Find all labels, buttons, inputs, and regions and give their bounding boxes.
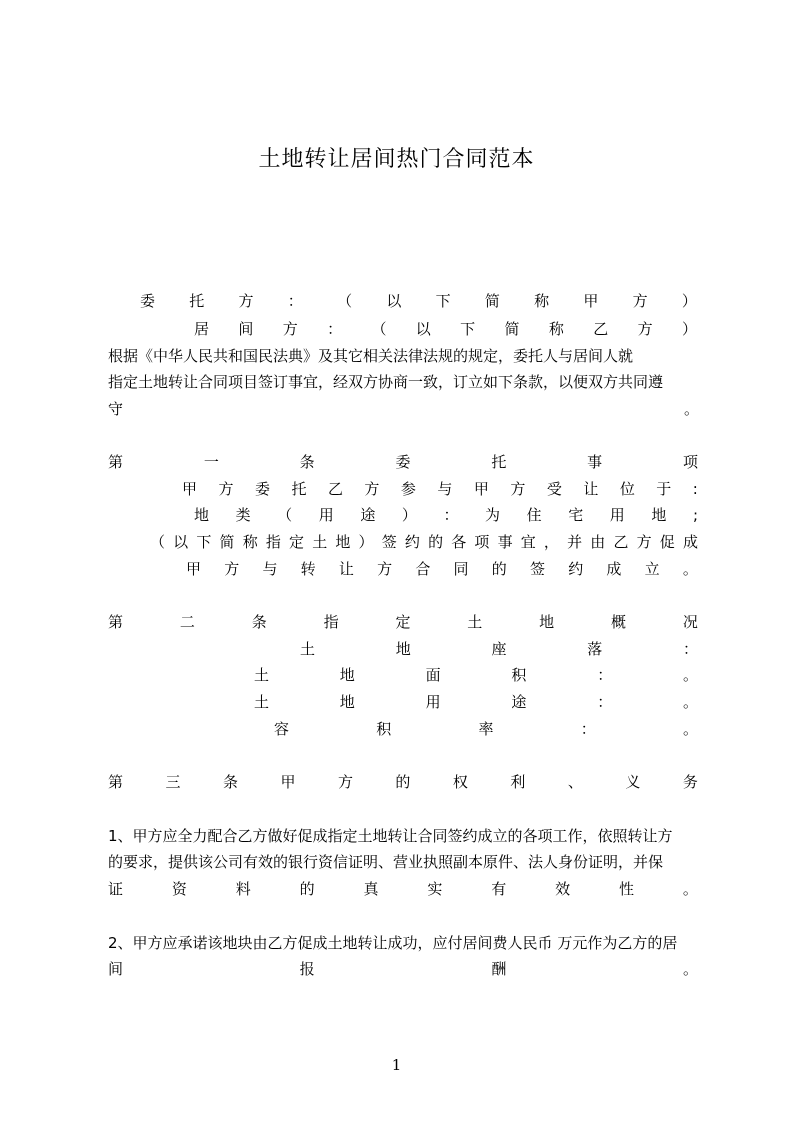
justified-char: 称	[242, 533, 258, 551]
justified-char: 居	[194, 320, 210, 338]
justified-char: 土	[467, 613, 483, 631]
justified-char: 的	[491, 560, 507, 578]
justified-char: 下	[460, 320, 476, 338]
justified-char: 简	[219, 533, 235, 551]
justified-char: 方	[218, 480, 234, 498]
justified-char: 务	[682, 773, 698, 791]
justified-char: 地	[339, 693, 355, 711]
justified-char: 用	[318, 506, 334, 524]
justified-char: （	[277, 506, 293, 524]
justified-char: 土	[254, 693, 270, 711]
justified-char: 甲	[182, 480, 198, 498]
article-2-area	[254, 666, 698, 684]
article-2-ratio	[274, 720, 698, 738]
justified-char: 。	[682, 666, 698, 684]
justified-char: 报	[299, 960, 315, 978]
justified-char: ）	[358, 533, 374, 551]
justified-char: ：	[597, 666, 613, 684]
justified-char: 让	[338, 560, 354, 578]
justified-char: 酬	[491, 960, 507, 978]
justified-char: 宅	[568, 506, 584, 524]
justified-char: 下	[196, 533, 212, 551]
justified-char: 的	[395, 773, 411, 791]
justified-char: 签	[529, 560, 545, 578]
justified-char: 途	[360, 506, 376, 524]
justified-char: 。	[682, 960, 698, 978]
justified-char: 项	[474, 533, 490, 551]
justified-char: 由	[590, 533, 606, 551]
justified-char: 率	[478, 720, 494, 738]
justified-char: ：	[327, 320, 343, 338]
justified-char: 托	[291, 480, 307, 498]
justified-char: 、	[567, 773, 583, 791]
justified-char: 指	[323, 613, 339, 631]
justified-char: 成	[682, 533, 698, 551]
justified-char: 转	[300, 560, 316, 578]
article-2-location	[300, 640, 698, 658]
clause-1-line-1: 1、甲方应全力配合乙方做好促成指定土地转让合同签约成立的各项工作，依照转让方	[108, 827, 673, 845]
justified-char: 约	[404, 533, 420, 551]
justified-char: 概	[611, 613, 627, 631]
justified-char: 甲	[186, 560, 202, 578]
justified-char: 下	[435, 292, 451, 310]
justified-char: 第	[108, 773, 124, 791]
justified-char: 乙	[593, 320, 609, 338]
justified-char: ，	[543, 533, 559, 551]
justified-char: 约	[568, 560, 584, 578]
justified-char: 托	[491, 453, 507, 471]
justified-char: 乙	[613, 533, 629, 551]
justified-char: ：	[682, 640, 698, 658]
justified-char: 积	[376, 720, 392, 738]
justified-char: 与	[437, 480, 453, 498]
justified-char: 参	[400, 480, 416, 498]
justified-char: 地	[339, 666, 355, 684]
justified-char: ）	[401, 506, 417, 524]
article-1-line-2	[194, 506, 698, 524]
justified-char: 第	[108, 613, 124, 631]
justified-char: 同	[453, 560, 469, 578]
justified-char: 各	[451, 533, 467, 551]
justified-char: 第	[108, 453, 124, 471]
article-3-heading	[108, 773, 698, 791]
preamble-line-2: 指定土地转让合同项目签订事宜，经双方协商一致，订立如下条款，以便双方共同遵	[108, 373, 664, 391]
justified-char: 。	[682, 720, 698, 738]
justified-char: 地	[539, 613, 555, 631]
justified-char: 受	[546, 480, 562, 498]
justified-char: 方	[632, 292, 648, 310]
justified-char: 宜	[520, 533, 536, 551]
justified-char: 有	[491, 880, 507, 898]
justified-char: 的	[299, 880, 315, 898]
justified-char: 合	[415, 560, 431, 578]
justified-char: 以	[386, 292, 402, 310]
clause-1-line-2: 的要求，提供该公司有效的银行资信证明、营业执照副本原件、法人身份证明，并保	[108, 853, 664, 871]
justified-char: 利	[510, 773, 526, 791]
justified-char: 乙	[327, 480, 343, 498]
justified-char: （	[150, 533, 166, 551]
justified-char: 真	[363, 880, 379, 898]
justified-char: 于	[656, 480, 672, 498]
justified-char: 方	[510, 480, 526, 498]
justified-char: （	[371, 320, 387, 338]
justified-char: 条	[299, 453, 315, 471]
justified-char: ）	[681, 320, 697, 338]
justified-char: 为	[485, 506, 501, 524]
justified-char: 方	[337, 773, 353, 791]
justified-char: 与	[262, 560, 278, 578]
justified-char: 资	[171, 880, 187, 898]
justified-char: 三	[165, 773, 181, 791]
justified-char: 简	[484, 292, 500, 310]
justified-char: 事	[587, 453, 603, 471]
justified-char: 成	[606, 560, 622, 578]
justified-char: 称	[548, 320, 564, 338]
page-number: 1	[391, 1056, 402, 1074]
justified-char: 方	[377, 560, 393, 578]
justified-char: 立	[644, 560, 660, 578]
justified-char: 签	[381, 533, 397, 551]
justified-char: 事	[497, 533, 513, 551]
article-1-line-1	[182, 480, 698, 498]
clause-2-line-2	[108, 960, 698, 978]
article-1-heading	[108, 453, 698, 471]
justified-char: 地	[395, 640, 411, 658]
justified-char: 积	[511, 666, 527, 684]
justified-char: 。	[682, 560, 698, 578]
justified-char: 称	[534, 292, 550, 310]
justified-char: 料	[235, 880, 251, 898]
justified-char: 方	[238, 292, 254, 310]
justified-char: ;	[692, 506, 698, 524]
clause-2-line-1: 2、甲方应承诺该地块由乙方促成土地转让成功，应付居间费人民币 万元作为乙方的居	[108, 934, 678, 952]
justified-char: 实	[427, 880, 443, 898]
justified-char: ）	[681, 292, 697, 310]
justified-char: 方	[282, 320, 298, 338]
justified-char: 地	[651, 506, 667, 524]
justified-char: 项	[682, 453, 698, 471]
justified-char: 落	[587, 640, 603, 658]
justified-char: 途	[511, 693, 527, 711]
justified-char: 一	[203, 453, 219, 471]
justified-char: 容	[274, 720, 290, 738]
justified-char: 权	[452, 773, 468, 791]
justified-char: 条	[251, 613, 267, 631]
justified-char: ：	[443, 506, 459, 524]
justified-char: ：	[287, 292, 303, 310]
justified-char: 的	[428, 533, 444, 551]
justified-char: 效	[555, 880, 571, 898]
justified-char: 甲	[280, 773, 296, 791]
justified-char: 义	[625, 773, 641, 791]
justified-char: 方	[224, 560, 240, 578]
document-title: 土地转让居间热门合同范本	[258, 147, 535, 172]
article-2-heading	[108, 613, 698, 631]
justified-char: 简	[504, 320, 520, 338]
justified-char: 以	[173, 533, 189, 551]
justified-char: 甲	[473, 480, 489, 498]
justified-char: 甲	[583, 292, 599, 310]
justified-char: 地	[335, 533, 351, 551]
justified-char: 委	[140, 292, 156, 310]
justified-char: 让	[583, 480, 599, 498]
article-2-use	[254, 693, 698, 711]
justified-char: 土	[312, 533, 328, 551]
justified-char: 并	[567, 533, 583, 551]
justified-char: :	[692, 480, 698, 498]
justified-char: 方	[364, 480, 380, 498]
justified-char: 地	[194, 506, 210, 524]
justified-char: 土	[300, 640, 316, 658]
justified-char: 位	[619, 480, 635, 498]
justified-char: 以	[415, 320, 431, 338]
justified-char: 方	[637, 320, 653, 338]
party-a-line	[140, 292, 697, 310]
justified-char: 委	[395, 453, 411, 471]
justified-char: 况	[682, 613, 698, 631]
justified-char: 土	[254, 666, 270, 684]
preamble-line-3-end: 。	[684, 400, 700, 418]
clause-1-line-3	[108, 880, 698, 898]
justified-char: 托	[189, 292, 205, 310]
justified-char: 。	[682, 693, 698, 711]
justified-char: 类	[235, 506, 251, 524]
justified-char: 指	[265, 533, 281, 551]
justified-char: 性	[619, 880, 635, 898]
justified-char: 定	[289, 533, 305, 551]
justified-char: 条	[222, 773, 238, 791]
justified-char: 委	[254, 480, 270, 498]
justified-char: 面	[425, 666, 441, 684]
justified-char: 用	[609, 506, 625, 524]
article-1-line-3	[150, 533, 698, 551]
justified-char: 二	[179, 613, 195, 631]
justified-char: ：	[597, 693, 613, 711]
article-1-line-4	[186, 560, 698, 578]
justified-char: 间	[108, 960, 124, 978]
justified-char: 定	[395, 613, 411, 631]
justified-char: 住	[526, 506, 542, 524]
party-b-line	[194, 320, 697, 338]
justified-char: 用	[425, 693, 441, 711]
justified-char: 座	[491, 640, 507, 658]
justified-char: ：	[580, 720, 596, 738]
justified-char: 。	[682, 880, 698, 898]
justified-char: 间	[238, 320, 254, 338]
justified-char: 促	[659, 533, 675, 551]
preamble-line-3-start: 守	[108, 400, 124, 418]
justified-char: （	[337, 292, 353, 310]
justified-char: 方	[636, 533, 652, 551]
preamble-line-1: 根据《中华人民共和国民法典》及其它相关法律法规的规定，委托人与居间人就	[108, 347, 634, 365]
justified-char: 证	[108, 880, 124, 898]
